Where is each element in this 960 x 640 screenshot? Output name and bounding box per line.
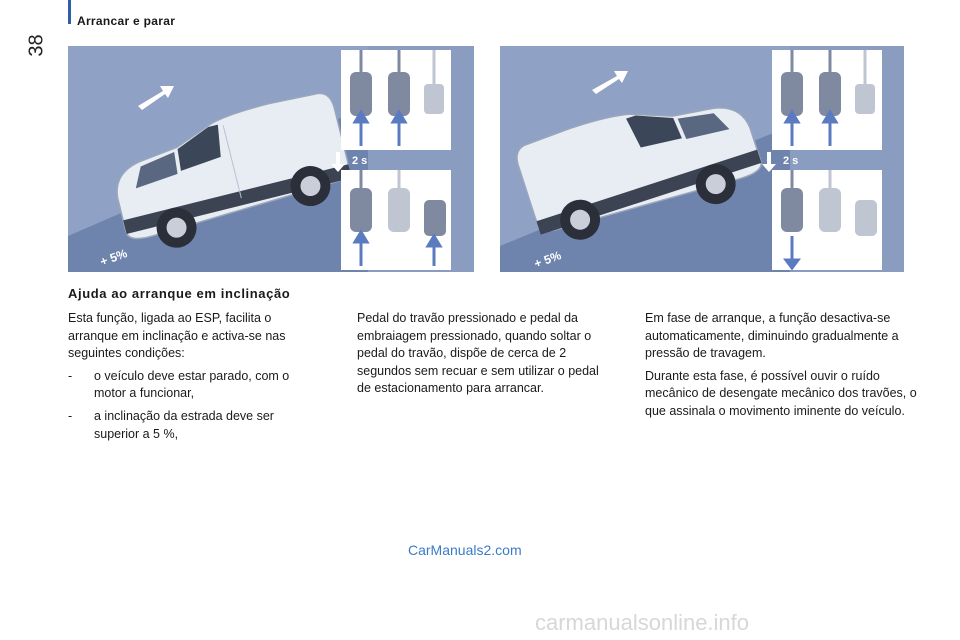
pedal-panel-bottom — [341, 170, 451, 270]
paragraph: Durante esta fase, é possível ouvir o ruído mecânico de desengate mecânico dos travões, o que assinala o movimento iminente do veículo. — [645, 368, 917, 418]
list-bullet: - — [68, 368, 73, 383]
list-bullet: - — [68, 408, 73, 423]
pedal-panel-top — [341, 50, 451, 150]
intro-paragraph: Esta função, ligada ao ESP, facilita o arranque em inclinação e activa-se nas seguintes condições: — [68, 311, 286, 361]
section-heading: Ajuda ao arranque em inclinação — [68, 286, 291, 301]
timer-label: 2 s — [352, 155, 368, 167]
watermark-link[interactable]: CarManuals2.com — [408, 542, 522, 558]
section-marker — [68, 0, 71, 24]
list-item — [68, 408, 318, 443]
page-number: 38 — [25, 34, 48, 57]
text-column-1 — [68, 310, 318, 448]
section-title: Arrancar e parar — [77, 14, 176, 28]
paragraph: Pedal do travão pressionado e pedal da embraiagem pressionado, quando soltar o pedal do travão, dispõe de cerca de 2 segundos sem recuar e sem utilizar o pedal de estacionamento para arrancar. — [357, 311, 599, 396]
pedal-panel-top — [772, 50, 882, 150]
paragraph: Em fase de arranque, a função desactiva-se automaticamente, diminuindo gradualmente a pressão de travagem. — [645, 311, 899, 361]
hill-start-illustration-1 — [68, 46, 474, 272]
slope-label: + 5% — [98, 246, 130, 269]
list-item-text: o veículo deve estar parado, com o motor a funcionar, — [94, 368, 290, 401]
watermark-footer: carmanualsonline.info — [535, 610, 750, 635]
text-column-2 — [357, 310, 612, 403]
text-column-3 — [645, 310, 920, 426]
slope-label: + 5% — [532, 248, 564, 271]
list-item — [68, 368, 318, 403]
timer-label: 2 s — [783, 155, 799, 167]
list-item-text: a inclinação da estrada deve ser superior a 5 %, — [94, 408, 274, 441]
pedal-panel-bottom — [772, 170, 882, 270]
hill-start-illustration-2 — [500, 46, 904, 272]
